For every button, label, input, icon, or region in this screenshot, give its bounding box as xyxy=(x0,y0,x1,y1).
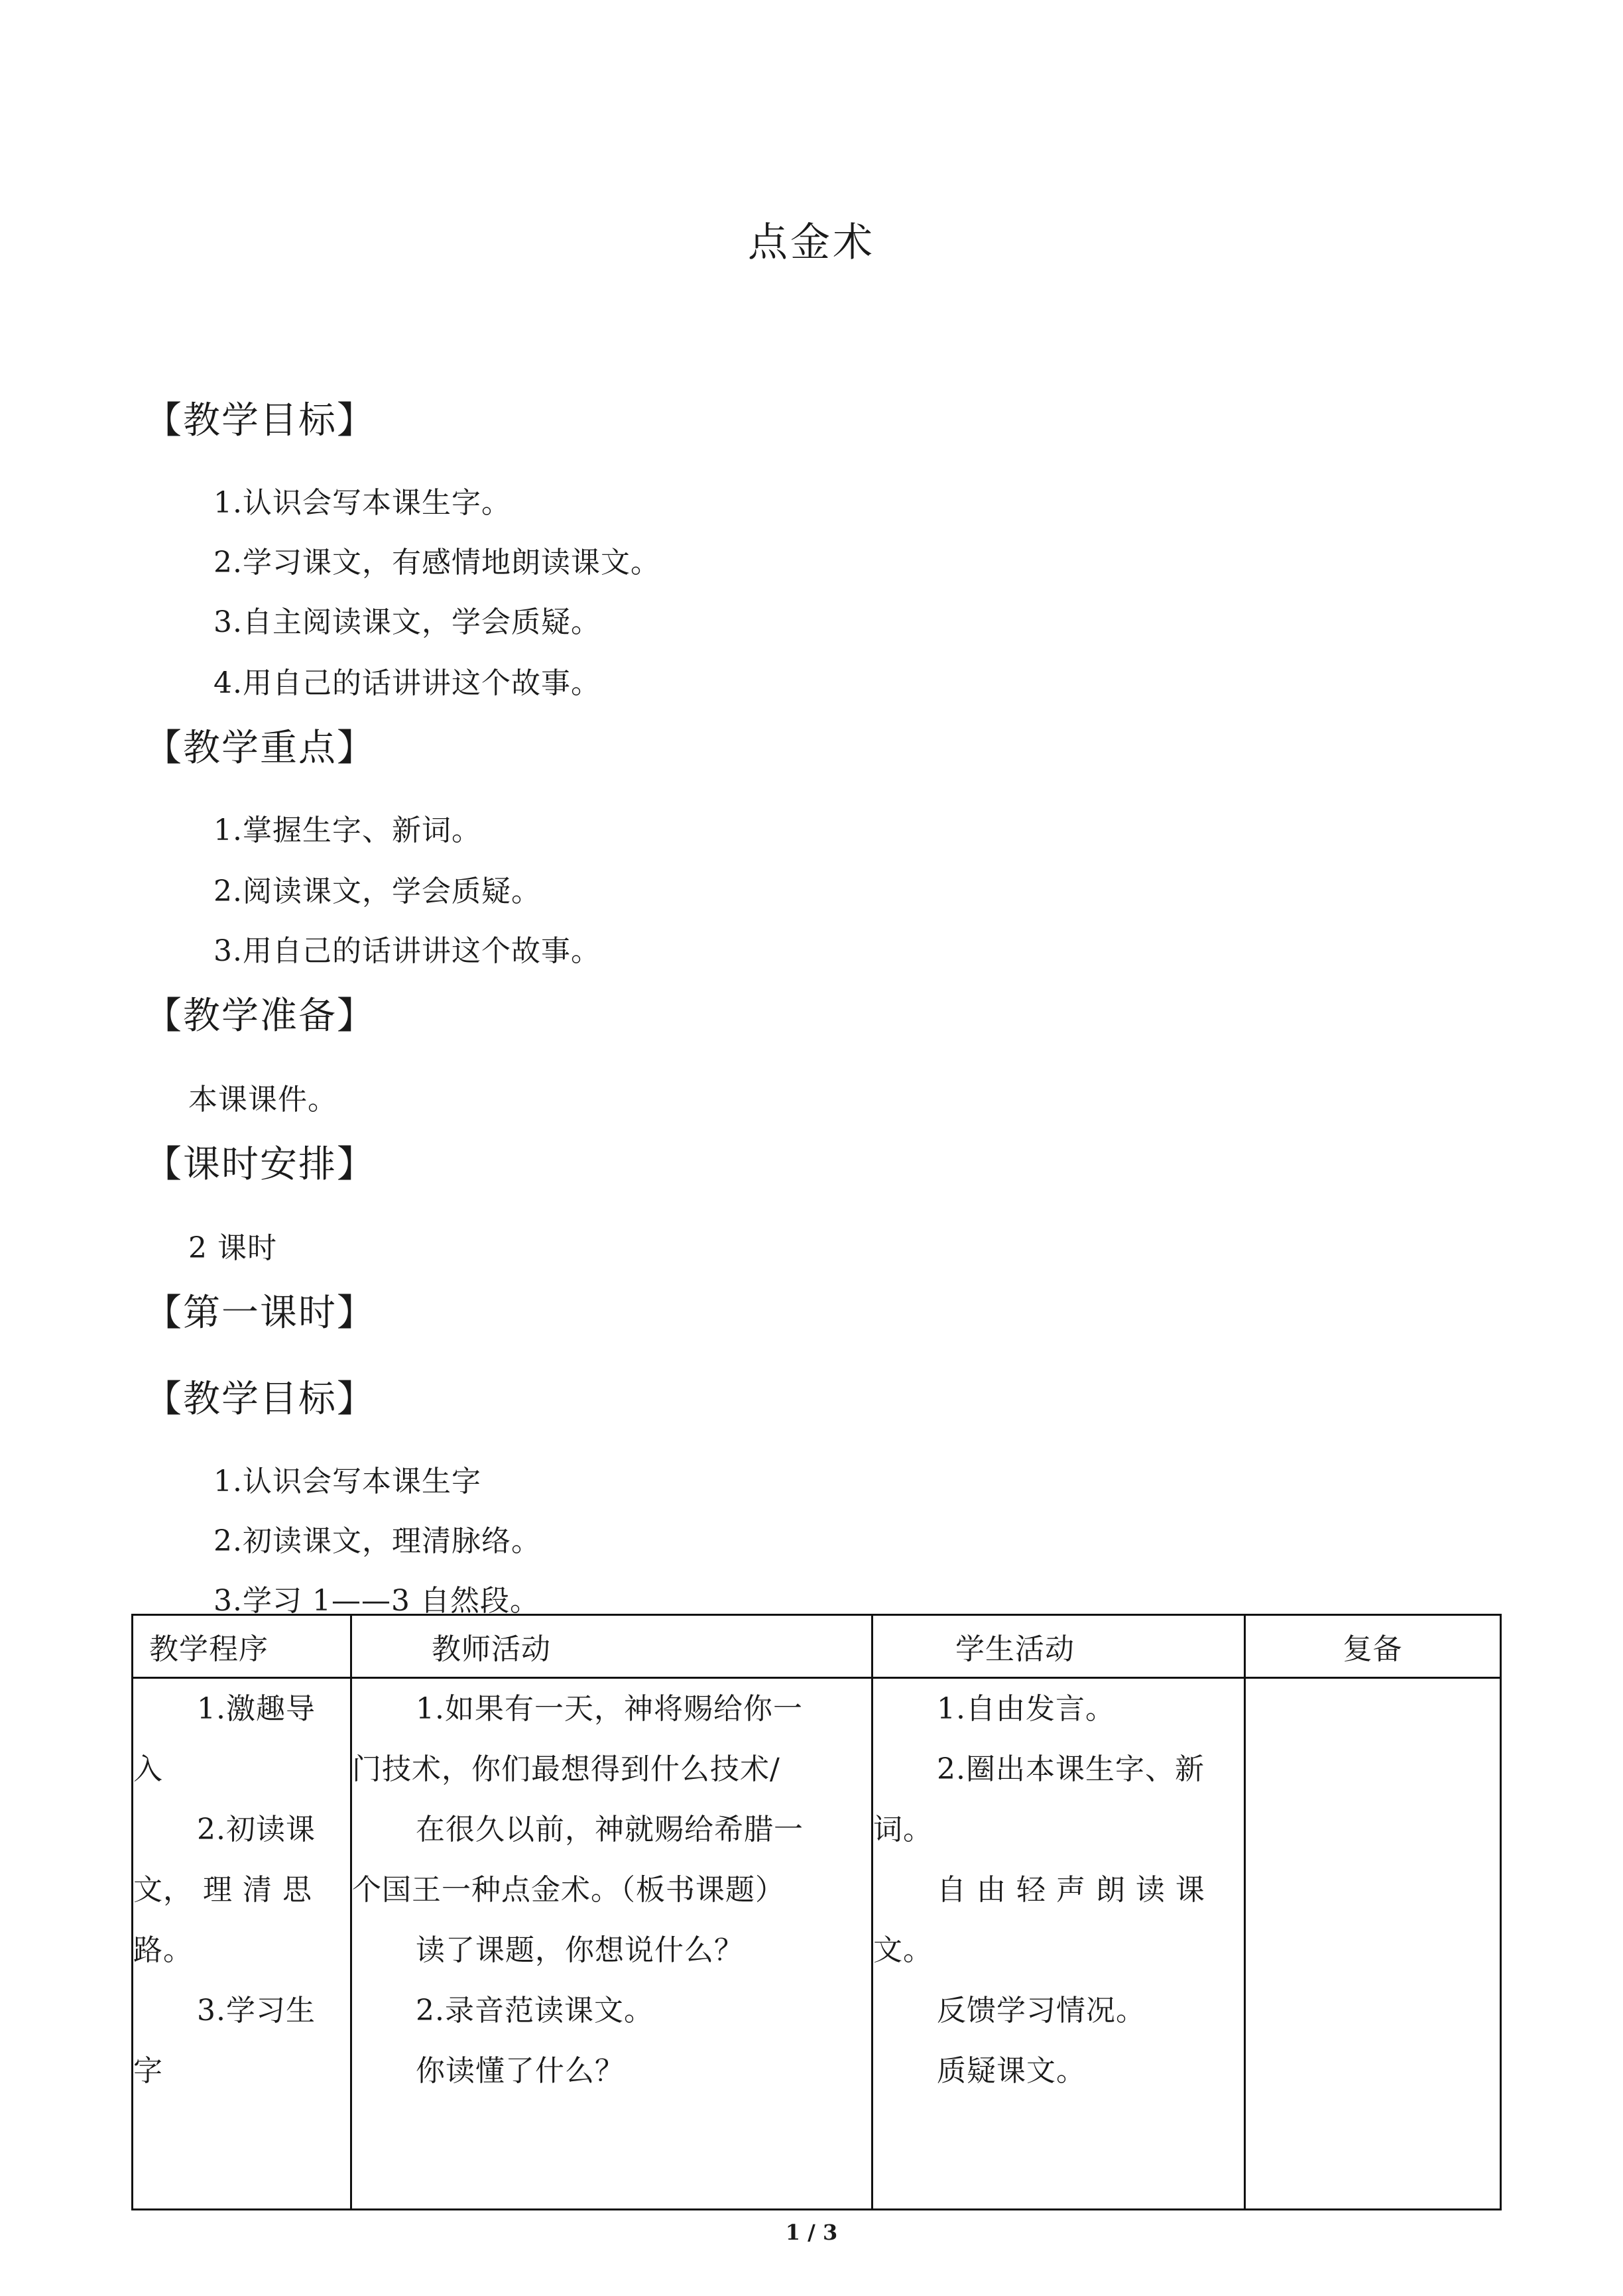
cell-line: 2.圈出本课生字、新 xyxy=(937,1752,1205,1786)
cell-line: 1.激趣导 xyxy=(197,1692,316,1726)
cell-line: 入 xyxy=(133,1752,163,1786)
cell-line: 路。 xyxy=(133,1933,193,1967)
cell-line: 1.如果有一天，神将赐给你一 xyxy=(416,1692,803,1726)
cell-line: 3.学习生 xyxy=(197,1994,316,2027)
student-activity-cell xyxy=(872,1678,1245,2210)
header-student-activity: 学生活动 xyxy=(872,1615,1245,1678)
cell-line: 2.初读课 xyxy=(197,1813,316,1846)
schedule-text: 2 课时 xyxy=(188,1231,277,1265)
cell-line: 在很久以前，神就赐给希腊一 xyxy=(416,1813,804,1846)
cell-line: 门技术，你们最想得到什么技术/ xyxy=(352,1752,780,1786)
heading-lesson-one: 【第一课时】 xyxy=(145,1292,375,1335)
cell-line: 文。 xyxy=(873,1933,933,1967)
cell-line: 自 由 轻 声 朗 读 课 xyxy=(937,1873,1205,1907)
review-cell xyxy=(1245,1678,1501,2210)
key-item: 2.阅读课文，学会质疑。 xyxy=(213,875,541,908)
header-teacher-activity: 教师活动 xyxy=(351,1615,872,1678)
document-title: 点金术 xyxy=(748,219,875,266)
key-item: 1.掌握生字、新词。 xyxy=(213,814,481,847)
cell-line: 你读懂了什么？ xyxy=(416,2054,625,2088)
header-review: 复备 xyxy=(1245,1615,1501,1678)
lesson-goal-item: 3.学习 1——3 自然段。 xyxy=(213,1584,540,1618)
goal-item: 2.学习课文，有感情地朗读课文。 xyxy=(213,546,660,579)
prep-text: 本课课件。 xyxy=(188,1083,337,1117)
cell-line: 读了课题，你想说什么？ xyxy=(416,1933,744,1967)
lesson-goal-item: 2.初读课文，理清脉络。 xyxy=(213,1524,541,1558)
cell-line: 反馈学习情况。 xyxy=(937,1994,1146,2027)
heading-teaching-keys: 【教学重点】 xyxy=(145,727,375,770)
cell-line: 质疑课文。 xyxy=(937,2054,1086,2088)
goal-item: 3.自主阅读课文，学会质疑。 xyxy=(213,605,601,639)
cell-line: 文， 理 清 思 xyxy=(133,1873,312,1907)
cell-line: 1.自由发言。 xyxy=(937,1692,1115,1726)
cell-line: 个国王一种点金术。（板书课题） xyxy=(352,1873,785,1907)
cell-line: 词。 xyxy=(873,1813,933,1846)
heading-schedule: 【课时安排】 xyxy=(145,1143,375,1186)
header-procedure: 教学程序 xyxy=(133,1615,351,1678)
lesson-goal-item: 1.认识会写本课生字 xyxy=(213,1465,481,1498)
teacher-activity-cell xyxy=(351,1678,872,2210)
table-header-row xyxy=(133,1615,1501,1678)
goal-item: 4.用自己的话讲讲这个故事。 xyxy=(213,666,601,700)
procedure-cell xyxy=(133,1678,351,2210)
key-item: 3.用自己的话讲讲这个故事。 xyxy=(213,934,601,968)
goal-item: 1.认识会写本课生字。 xyxy=(213,486,511,520)
cell-line: 字 xyxy=(133,2054,163,2088)
heading-teaching-goals: 【教学目标】 xyxy=(145,399,375,442)
heading-lesson-one-goals: 【教学目标】 xyxy=(145,1378,375,1421)
lesson-table xyxy=(131,1614,1502,2210)
table-row xyxy=(133,1678,1501,2210)
heading-teaching-prep: 【教学准备】 xyxy=(145,995,375,1038)
cell-line: 2.录音范读课文。 xyxy=(416,1994,654,2027)
page-number: 1 / 3 xyxy=(785,2220,838,2245)
